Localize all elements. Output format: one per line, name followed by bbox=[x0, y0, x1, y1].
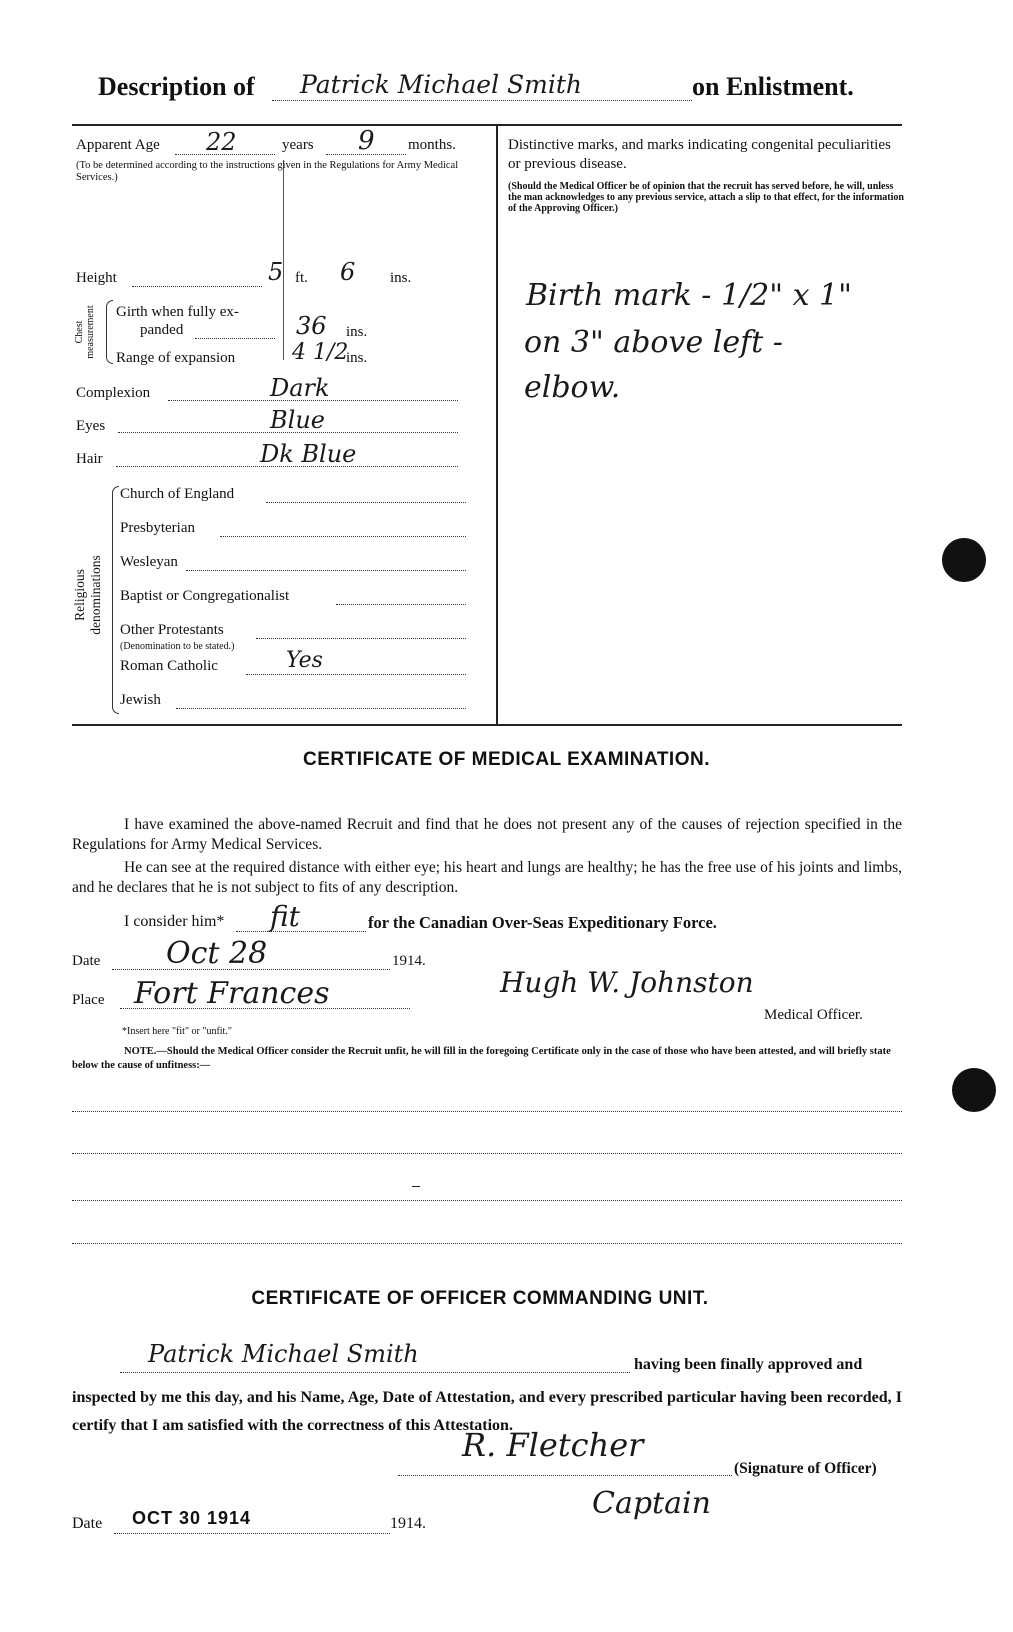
medical-date-label: Date bbox=[72, 953, 101, 969]
unfitness-line-3 bbox=[72, 1200, 902, 1201]
header-suffix: on Enlistment. bbox=[692, 72, 854, 101]
religious-denominations-text: Religious denominations bbox=[72, 555, 103, 635]
hair-value: Dk Blue bbox=[260, 440, 357, 468]
medical-date-value: Oct 28 bbox=[166, 936, 268, 971]
medical-officer-label: Medical Officer. bbox=[764, 1007, 863, 1023]
age-label: Apparent Age bbox=[76, 137, 160, 153]
consider-label: I consider him* bbox=[124, 913, 225, 930]
binder-hole-lower bbox=[952, 1068, 996, 1112]
girth-label-line1: Girth when fully ex- bbox=[116, 304, 239, 320]
top-rule bbox=[72, 124, 902, 126]
religious-denominations-label bbox=[72, 530, 104, 660]
bottom-rule bbox=[72, 724, 902, 726]
age-instructions-note: (To be determined according to the instructions given in the Regulations for Army Medical Services.) bbox=[76, 160, 459, 183]
hair-label: Hair bbox=[76, 451, 103, 467]
religion-roman-catholic: Roman Catholic bbox=[120, 658, 218, 674]
chest-measurement-label bbox=[74, 302, 96, 362]
feet-label: ft. bbox=[295, 270, 308, 286]
religion-jewish: Jewish bbox=[120, 692, 161, 708]
commanding-recruit-name: Patrick Michael Smith bbox=[148, 1340, 419, 1368]
complexion-label: Complexion bbox=[76, 385, 151, 401]
range-label: Range of expansion bbox=[116, 350, 236, 366]
unfitness-tick bbox=[412, 1186, 420, 1187]
age-years-value: 22 bbox=[206, 128, 237, 156]
commanding-paragraph: inspected by me this day, and his Name, Age, Date of Attestation, and every prescribed particular having been recorded, I certify that I am satisfied with the correctness of this Attestation. bbox=[72, 1389, 902, 1434]
chest-brace bbox=[106, 300, 113, 364]
commanding-officer-rank: Captain bbox=[592, 1486, 711, 1521]
distinctive-marks-note: (Should the Medical Officer be of opinion that the recruit has served before, he will, unless the man acknowledges to any previous service, attach a slip to that effect, for the information of the Approving Officer.) bbox=[508, 181, 904, 214]
height-inches-value: 6 bbox=[340, 258, 356, 286]
marks-line-2: on 3" above left - bbox=[524, 325, 783, 360]
girth-value: 36 bbox=[296, 312, 327, 340]
girth-ins-label: ins. bbox=[346, 324, 368, 340]
religion-presbyterian: Presbyterian bbox=[120, 520, 195, 536]
height-label: Height bbox=[76, 270, 117, 286]
complexion-value: Dark bbox=[270, 374, 330, 402]
religion-baptist: Baptist or Congregationalist bbox=[120, 588, 290, 604]
eyes-label: Eyes bbox=[76, 418, 106, 434]
commanding-heading: CERTIFICATE OF OFFICER COMMANDING UNIT. bbox=[251, 1288, 709, 1309]
range-ins-label: ins. bbox=[346, 350, 368, 366]
binder-hole-upper bbox=[942, 538, 986, 582]
commanding-date-label: Date bbox=[72, 1515, 103, 1532]
header-recruit-name: Patrick Michael Smith bbox=[300, 70, 583, 99]
girth-label-line2: panded bbox=[140, 322, 184, 338]
inches-label: ins. bbox=[390, 270, 412, 286]
column-divider bbox=[496, 126, 498, 724]
marks-line-1: Birth mark - 1/2" x 1" bbox=[526, 278, 852, 313]
header-prefix: Description of bbox=[98, 72, 255, 101]
commanding-date-year: 1914. bbox=[390, 1515, 426, 1532]
chest-measurement-text: Chest measurement bbox=[74, 305, 96, 359]
medical-note: NOTE.—Should the Medical Officer consider the Recruit unfit, he will fill in the foregoing Certificate only in the case of those who have been attested, and will briefly state below the cause of unfitness:— bbox=[72, 1046, 891, 1071]
unfitness-line-1 bbox=[72, 1111, 902, 1112]
medical-officer-signature: Hugh W. Johnston bbox=[500, 966, 754, 999]
eyes-value: Blue bbox=[270, 406, 325, 434]
height-feet-value: 5 bbox=[268, 258, 284, 286]
range-value: 4 1/2 bbox=[292, 340, 349, 365]
religion-other-protestants: Other Protestants bbox=[120, 622, 224, 638]
religion-brace bbox=[112, 486, 119, 714]
medical-date-year: 1914. bbox=[392, 953, 426, 969]
signature-of-officer-label: (Signature of Officer) bbox=[734, 1460, 877, 1477]
medical-paragraph-1: I have examined the above-named Recruit and find that he does not present any of the causes of rejection specified in the Regulations for Army Medical Services. bbox=[72, 816, 902, 853]
religion-other-note: (Denomination to be stated.) bbox=[120, 641, 235, 652]
medical-place-value: Fort Frances bbox=[134, 976, 330, 1011]
commanding-text-1: having been finally approved and bbox=[634, 1356, 863, 1373]
commanding-date-stamp: OCT 30 1914 bbox=[132, 1508, 252, 1528]
marks-line-3: elbow. bbox=[524, 370, 621, 405]
religion-rc-value: Yes bbox=[286, 648, 323, 673]
unfitness-line-2 bbox=[72, 1153, 902, 1154]
consider-value: fit bbox=[270, 900, 300, 933]
religion-wesleyan: Wesleyan bbox=[120, 554, 178, 570]
months-label: months. bbox=[408, 137, 456, 153]
insert-note: *Insert here "fit" or "unfit." bbox=[122, 1026, 232, 1037]
unfitness-line-4 bbox=[72, 1243, 902, 1244]
consider-suffix: for the Canadian Over-Seas Expeditionary Force. bbox=[368, 913, 717, 932]
medical-paragraph-2: He can see at the required distance with either eye; his heart and lungs are healthy; he has the free use of his joints and limbs, and he declares that he is not subject to fits of any description. bbox=[72, 859, 902, 896]
medical-heading: CERTIFICATE OF MEDICAL EXAMINATION. bbox=[303, 749, 710, 770]
age-months-value: 9 bbox=[358, 126, 375, 156]
medical-place-label: Place bbox=[72, 992, 105, 1008]
years-label: years bbox=[282, 137, 314, 153]
commanding-officer-signature: R. Fletcher bbox=[462, 1426, 644, 1464]
religion-coe: Church of England bbox=[120, 486, 235, 502]
distinctive-marks-title: Distinctive marks, and marks indicating congenital peculiarities or previous disease. bbox=[508, 137, 891, 172]
